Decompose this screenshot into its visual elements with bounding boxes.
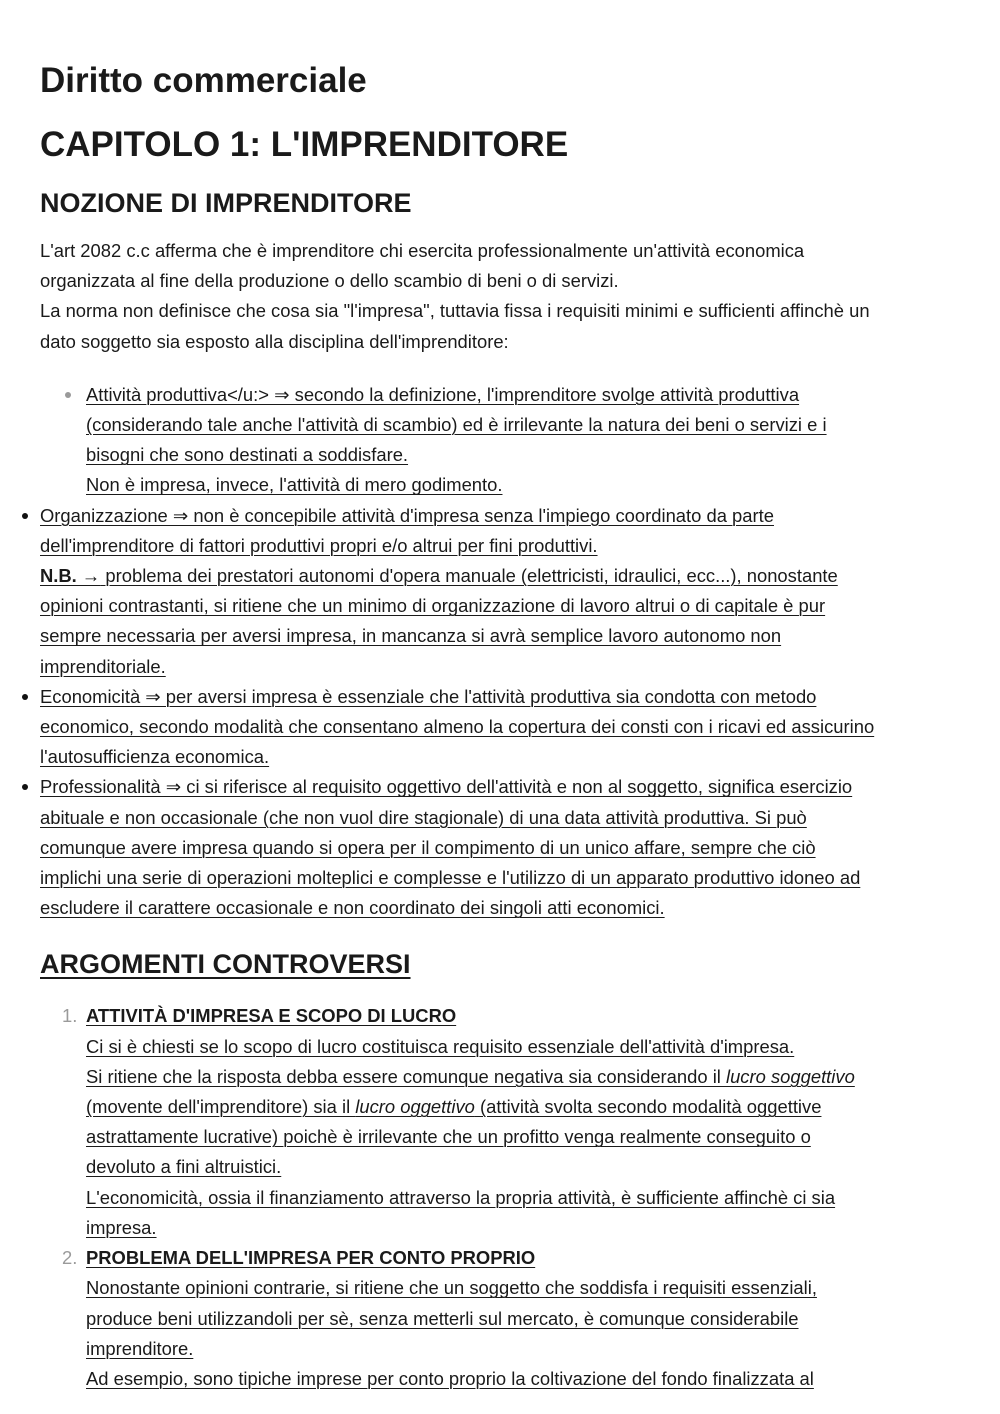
text-line: L'economicità, ossia il finanziamento attraverso la propria attività, è sufficiente affinchè ci sia <box>86 1186 836 1208</box>
controversial-topics-list <box>40 1001 960 1394</box>
intro-paragraph <box>40 236 960 357</box>
text-line: Ci si è chiesti se lo scopo di lucro costituisca requisito essenziale dell'attività d'impresa. <box>86 1035 795 1057</box>
list-item-scopo-di-lucro <box>40 1001 960 1243</box>
text-line: escludere il carattere occasionale e non coordinato dei singoli atti economici. <box>40 897 665 919</box>
text-line <box>86 1062 960 1092</box>
emphasis-text: lucro oggettivo <box>355 1096 475 1118</box>
document-title: Diritto commerciale <box>40 61 367 100</box>
nb-text: problema dei prestatori autonomi d'opera manuale (elettricisti, idraulici, ecc...), nonostante <box>100 565 838 587</box>
nb-label: N.B. → <box>40 565 101 587</box>
text-line: Attività produttiva</u:> ⇒ secondo la definizione, l'imprenditore svolge attività produttiva <box>86 383 800 405</box>
text-line: sempre necessaria per aversi impresa, in mancanza si avrà semplice lavoro autonomo non <box>40 625 782 647</box>
section-heading-nozione: NOZIONE DI IMPRENDITORE <box>40 188 412 218</box>
list-number: 2. <box>62 1247 78 1269</box>
text-line: (considerando tale anche l'attività di scambio) ed è irrilevante la natura dei beni o servizi e i <box>86 414 827 436</box>
text-line: dato soggetto sia esposto alla disciplina dell'imprenditore: <box>40 330 509 352</box>
requirements-list <box>40 380 960 924</box>
nb-line <box>40 561 960 591</box>
item-title: PROBLEMA DELL'IMPRESA PER CONTO PROPRIO <box>86 1247 536 1269</box>
text-fragment: Si ritiene che la risposta debba essere comunque negativa sia considerando il <box>86 1065 726 1087</box>
text-line: Organizzazione ⇒ non è concepibile attività d'impresa senza l'impiego coordinato da parte <box>40 504 774 526</box>
list-item-conto-proprio <box>40 1243 960 1394</box>
text-line: La norma non definisce che cosa sia "l'impresa", tuttavia fissa i requisiti minimi e sufficienti affinchè un <box>40 300 870 322</box>
chapter-heading: CAPITOLO 1: L'IMPRENDITORE <box>40 125 569 164</box>
text-line: Nonostante opinioni contrarie, si ritiene che un soggetto che soddisfa i requisiti essenziali, <box>86 1277 817 1299</box>
text-line: devoluto a fini altruistici. <box>86 1156 282 1178</box>
text-line: economico, secondo modalità che consentano almeno la copertura dei consti con i ricavi ed assicurino <box>40 716 875 738</box>
list-item-economicita <box>40 682 960 773</box>
list-item-organizzazione <box>40 501 960 682</box>
text-line: l'autosufficienza economica. <box>40 746 270 768</box>
emphasis-text: lucro soggettivo <box>725 1065 855 1087</box>
list-number: 1. <box>62 1005 78 1027</box>
text-line: imprenditore. <box>86 1337 194 1359</box>
text-line: L'art 2082 c.c afferma che è imprenditore chi esercita professionalmente un'attività economica <box>40 240 805 261</box>
text-fragment: (attività svolta secondo modalità oggettive <box>474 1096 822 1118</box>
list-item-attivita-produttiva <box>40 380 960 501</box>
text-line: produce beni utilizzandoli per sè, senza metterli sul mercato, è comunque considerabile <box>86 1307 799 1329</box>
text-line: organizzata al fine della produzione o dello scambio di beni o di servizi. <box>40 270 619 292</box>
text-line: imprenditoriale. <box>40 655 166 677</box>
text-line: Economicità ⇒ per aversi impresa è essenziale che l'attività produttiva sia condotta con metodo <box>40 685 817 707</box>
text-line: Professionalità ⇒ ci si riferisce al requisito oggettivo dell'attività e non al soggetto, significa esercizio <box>40 776 853 798</box>
list-item-professionalita <box>40 772 960 923</box>
text-line: opinioni contrastanti, si ritiene che un minimo di organizzazione di lavoro altrui o di capitale è pur <box>40 595 826 617</box>
section-heading-argomenti: ARGOMENTI CONTROVERSI <box>40 949 411 980</box>
text-line: Non è impresa, invece, l'attività di mero godimento. <box>86 474 503 496</box>
text-fragment: (movente dell'imprenditore) sia il <box>86 1096 356 1118</box>
item-title: ATTIVITÀ D'IMPRESA E SCOPO DI LUCRO <box>86 1005 457 1027</box>
text-line <box>86 1092 960 1122</box>
text-line: abituale e non occasionale (che non vuol dire stagionale) di una data attività produttiva. Si può <box>40 806 807 828</box>
text-line: implichi una serie di operazioni molteplici e complesse e l'utilizzo di un apparato produttivo idoneo ad <box>40 867 861 889</box>
text-line: bisogni che sono destinati a soddisfare. <box>86 444 409 466</box>
text-line: dell'imprenditore di fattori produttivi propri e/o altrui per fini produttivi. <box>40 534 598 556</box>
text-line: Ad esempio, sono tipiche imprese per conto proprio la coltivazione del fondo finalizzata al <box>86 1367 814 1389</box>
text-line: astrattamente lucrative) poichè è irrilevante che un profitto venga realmente conseguito o <box>86 1126 811 1148</box>
text-line: comunque avere impresa quando si opera per il compimento di un unico affare, sempre che ciò <box>40 836 816 858</box>
text-line: impresa. <box>86 1216 157 1238</box>
